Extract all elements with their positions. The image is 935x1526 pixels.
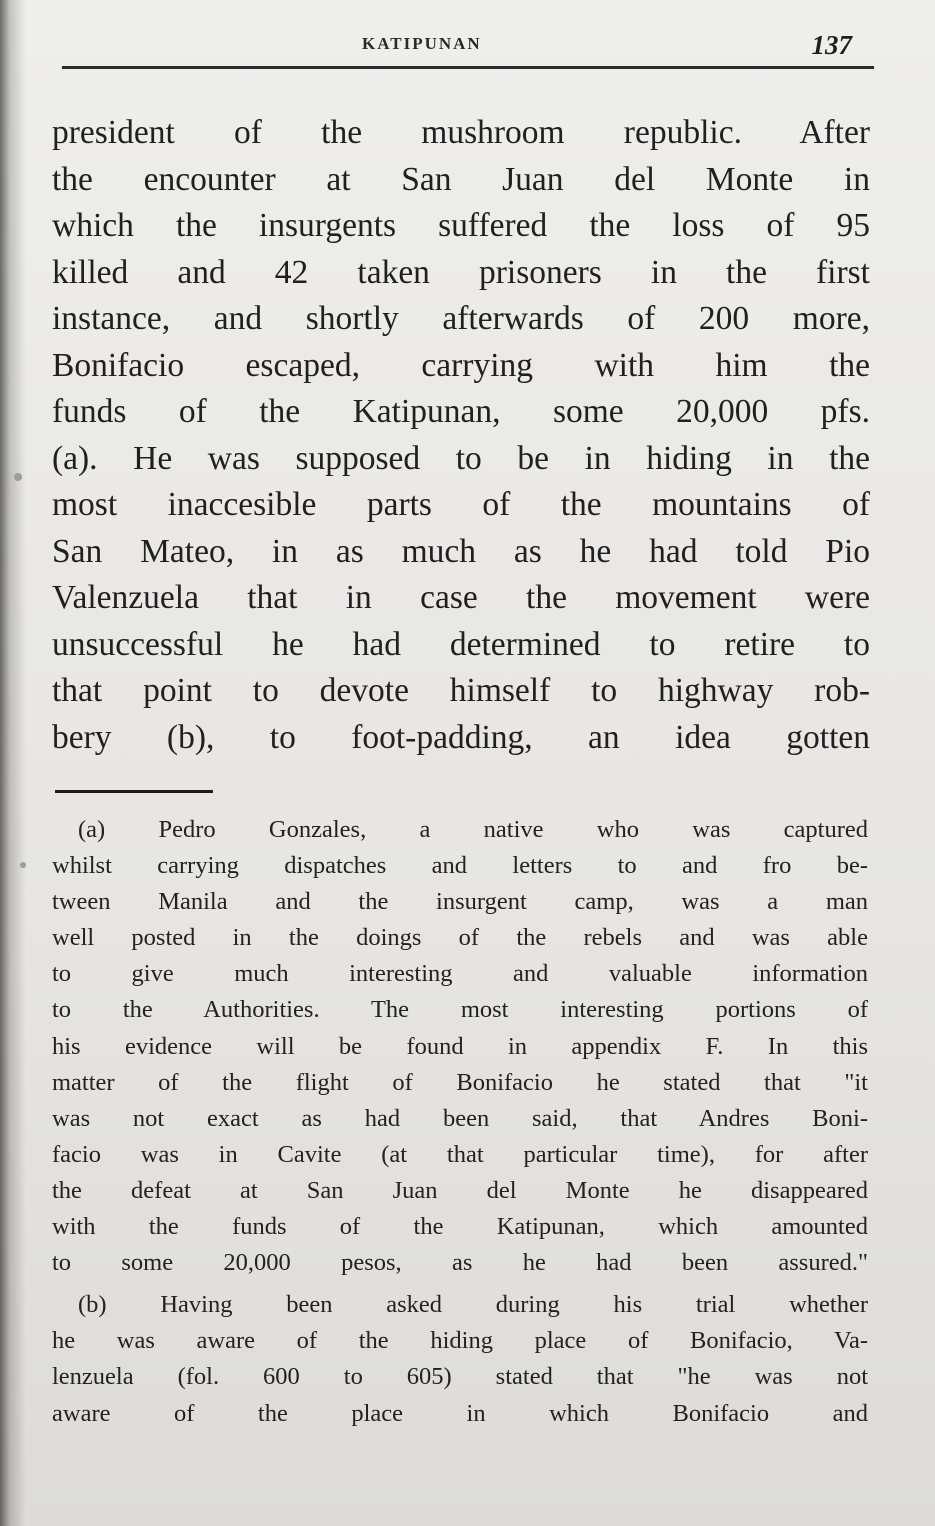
footnote-a-line: whilst carrying dispatches and letters to and fro be-	[52, 852, 868, 880]
footnote-a-line: to the Authorities. The most interesting portions of	[52, 996, 868, 1024]
body-line: San Mateo, in as much as he had told Pio	[52, 532, 870, 570]
footnotes	[52, 812, 868, 1432]
body-line: killed and 42 taken prisoners in the first	[52, 253, 870, 291]
footnote-rule	[55, 790, 213, 793]
footnote-a-line: to give much interesting and valuable information	[52, 960, 868, 988]
page-header	[62, 28, 874, 70]
body-line: Valenzuela that in case the movement were	[52, 579, 870, 616]
body-line: instance, and shortly afterwards of 200 more,	[52, 300, 870, 337]
footnote-a-line: tween Manila and the insurgent camp, was a man	[52, 888, 868, 916]
footnote-a-line: well posted in the doings of the rebels and was able	[52, 924, 868, 952]
body-text	[52, 110, 870, 761]
body-line: that point to devote himself to highway rob-	[52, 672, 870, 709]
footnote-a-line: was not exact as had been said, that Andres Boni-	[52, 1104, 868, 1132]
body-line: Bonifacio escaped, carrying with him the	[52, 346, 870, 384]
body-line: the encounter at San Juan del Monte in	[52, 160, 870, 198]
body-line: unsuccessful he had determined to retire to	[52, 625, 870, 663]
body-line: most inaccesible parts of the mountains of	[52, 486, 870, 523]
body-line: which the insurgents suffered the loss of 95	[52, 207, 870, 244]
footnote-a-line: to some 20,000 pesos, as he had been assured."	[52, 1249, 868, 1277]
running-title: KATIPUNAN	[362, 34, 482, 53]
footnote-a-line: with the funds of the Katipunan, which amounted	[52, 1213, 868, 1241]
footnote-a-line: (a) Pedro Gonzales, a native who was captured	[78, 816, 868, 843]
footnote-b-line: he was aware of the hiding place of Bonifacio, Va-	[52, 1327, 868, 1355]
footnote-a-line: his evidence will be found in appendix F. In this	[52, 1032, 868, 1060]
body-line: bery (b), to foot-padding, an idea gotten	[52, 718, 870, 756]
paper-speck	[20, 862, 26, 868]
footnote-a-line: matter of the flight of Bonifacio he stated that "it	[52, 1068, 868, 1096]
footnote-b-line: lenzuela (fol. 600 to 605) stated that "he was not	[52, 1363, 868, 1391]
body-line: funds of the Katipunan, some 20,000 pfs.	[52, 393, 870, 430]
paper-speck	[14, 473, 22, 481]
footnote-b-line: aware of the place in which Bonifacio and	[52, 1399, 868, 1427]
footnote-a-line: facio was in Cavite (at that particular time), for after	[52, 1140, 868, 1168]
page-number: 137	[811, 30, 852, 60]
body-line: president of the mushroom republic. After	[52, 114, 870, 151]
body-line: (a). He was supposed to be in hiding in the	[52, 439, 870, 477]
header-rule	[62, 66, 874, 69]
footnote-b-line: (b) Having been asked during his trial whether	[78, 1291, 868, 1319]
footnote-a-line: the defeat at San Juan del Monte he disappeared	[52, 1176, 868, 1204]
